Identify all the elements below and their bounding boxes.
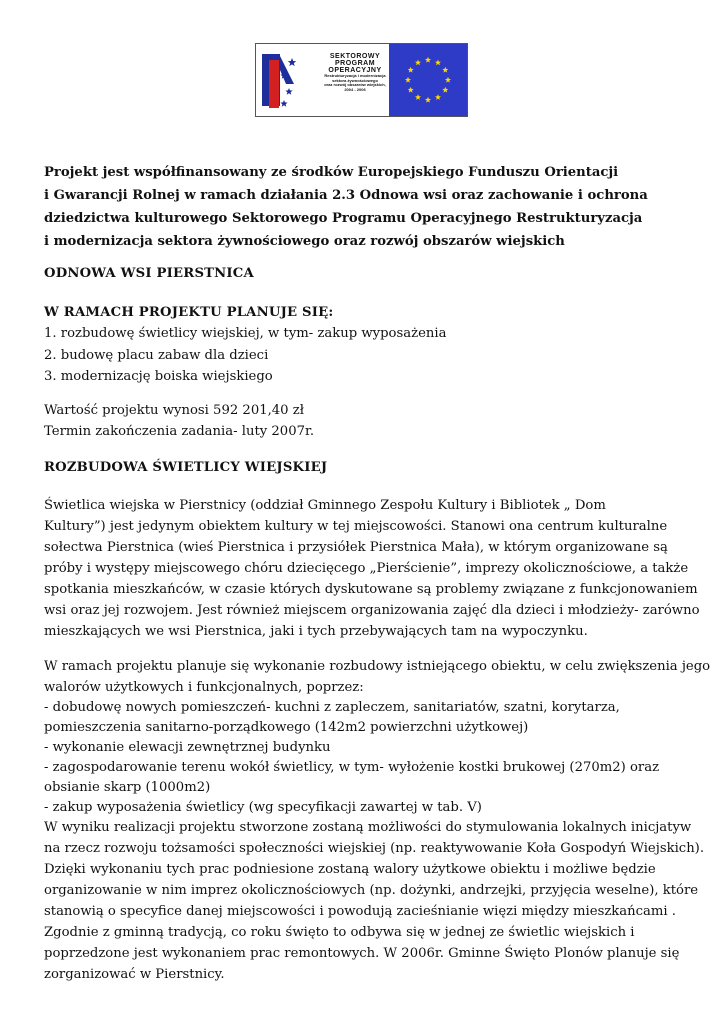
logo-subtitle-4: 2004 - 2006	[344, 86, 366, 92]
eu-star	[435, 59, 441, 65]
eu-star	[415, 94, 421, 100]
intro-line-3: dziedzictwa kulturowego Sektorowego Programu Operacyjnego Restrukturyzacja	[44, 211, 643, 226]
logo-line-2: PROGRAM	[334, 60, 376, 67]
intro-line-4: i modernizacja sektora żywnościowego oraz rozwój obszarów wiejskich	[44, 234, 565, 249]
eu-star	[415, 59, 421, 65]
logo-subtitle-2: sektora żywnościowego	[332, 77, 378, 83]
eu-star	[425, 97, 431, 103]
para2-line-12: organizowanie w nim imprez okolicznościowych (np. dożynki, andrzejki, przyjęcia weselne), które	[44, 883, 699, 898]
plan-item-2: 2. budowę placu zabaw dla dzieci	[44, 348, 269, 363]
logo-line-3: OPERACYJNY	[328, 67, 382, 74]
para1-line-6: wsi oraz jej rozwojem. Jest również miejscem organizowania zajęć dla dzieci i młodzieży- zarówno	[44, 603, 700, 618]
plan-item-3: 3. modernizację boiska wiejskiego	[44, 369, 273, 384]
para2-line-7: obsianie skarp (1000m2)	[44, 780, 211, 795]
project-deadline: Termin zakończenia zadania- luty 2007r.	[44, 424, 315, 439]
para2-line-10: na rzecz rozwoju tożsamości społeczności wiejskiej (np. reaktywowanie Koła Gospodyń Wiejskich).	[44, 841, 705, 856]
para2-line-13: stanowią o specyfice danej miejscowości i powodują zacieśnianie więzi między mieszkańcami .	[44, 904, 676, 919]
para2-line-14: Zgodnie z gminną tradycją, co roku święto to odbywa się w jednej ze świetlic wiejskich i	[44, 925, 635, 940]
para2-line-11: Dzięki wykonaniu tych prac podniesione zostaną walory użytkowe obiektu i możliwe będzie	[44, 862, 656, 877]
para2-line-8: - zakup wyposażenia świetlicy (wg specyfikacji zawartej w tab. V)	[44, 800, 482, 815]
para2-line-6: - zagospodarowanie terenu wokół świetlicy, w tym- wyłożenie kostki brukowej (270m2) oraz	[44, 760, 660, 775]
para1-line-5: spotkania mieszkańców, w czasie których dyskutowane są problemy związane z funkcjonowaniem	[44, 582, 698, 597]
para1-line-3: sołectwa Pierstnica (wieś Pierstnica i przysiółek Pierstnica Mała), w którym organizowane są	[44, 540, 668, 555]
program-logo	[255, 43, 468, 117]
emblem-icon	[256, 44, 320, 116]
para1-line-4: próby i występy miejscowego chóru dziecięcego „Pierścienie”, imprezy okolicznościowe, a także	[44, 561, 689, 576]
para1-line-7: mieszkających we wsi Pierstnica, jaki i tych przebywających tam na wypoczynku.	[44, 624, 588, 639]
logo-line-1: SEKTOROWY	[329, 53, 381, 60]
para2-line-4: pomieszczenia sanitarno-porządkowego (142m2 powierzchni użytkowej)	[44, 720, 529, 735]
logo-text	[320, 44, 390, 116]
logo-subtitle-3: oraz rozwój obszarów wiejskich,	[324, 82, 386, 88]
intro-line-2: i Gwarancji Rolnej w ramach działania 2.3 Odnowa wsi oraz zachowanie i ochrona	[44, 188, 648, 203]
para2-line-2: walorów użytkowych i funkcjonalnych, poprzez:	[44, 680, 364, 695]
eu-star	[435, 94, 441, 100]
eu-star	[408, 87, 414, 93]
heading-rozbudowa: ROZBUDOWA ŚWIETLICY WIEJSKIEJ	[44, 460, 328, 475]
heading-plan: W RAMACH PROJEKTU PLANUJE SIĘ:	[44, 305, 334, 320]
para1-line-1: Świetlica wiejska w Pierstnicy (oddział Gminnego Zespołu Kultury i Bibliotek „ Dom	[44, 498, 606, 513]
para2-line-1: W ramach projektu planuje się wykonanie rozbudowy istniejącego obiektu, w celu zwiększenia jego	[44, 659, 711, 674]
para2-line-9: W wyniku realizacji projektu stworzone zostaną możliwości do stymulowania lokalnych inicjatyw	[44, 820, 692, 835]
eu-star	[425, 57, 431, 63]
eu-star	[445, 77, 451, 83]
plan-item-1: 1. rozbudowę świetlicy wiejskiej, w tym- zakup wyposażenia	[44, 326, 447, 341]
para2-line-5: - wykonanie elewacji zewnętrznej budynku	[44, 740, 331, 755]
para1-line-2: Kultury”) jest jedynym obiektem kultury w tej miejscowości. Stanowi ona centrum kulturalne	[44, 519, 668, 534]
para2-line-3: - dobudowę nowych pomieszczeń- kuchni z zapleczem, sanitariatów, szatni, korytarza,	[44, 700, 620, 715]
logo-emblem	[256, 44, 320, 116]
logo-subtitle-1: Restrukturyzacja i modernizacja	[324, 73, 386, 78]
eu-star	[442, 67, 448, 73]
para2-line-15: poprzedzone jest wykonaniem prac remontowych. W 2006r. Gminne Święto Plonów planuje się	[44, 946, 680, 961]
eu-star	[405, 77, 411, 83]
para2-line-16: zorganizować w Pierstnicy.	[44, 967, 225, 982]
intro-line-1: Projekt jest współfinansowany ze środków Europejskiego Funduszu Orientacji	[44, 165, 619, 180]
eu-flag-icon	[389, 44, 467, 116]
eu-star	[442, 87, 448, 93]
heading-odnowa: ODNOWA WSI PIERSTNICA	[44, 266, 254, 281]
eu-star	[408, 67, 414, 73]
project-value: Wartość projektu wynosi 592 201,40 zł	[44, 403, 304, 418]
